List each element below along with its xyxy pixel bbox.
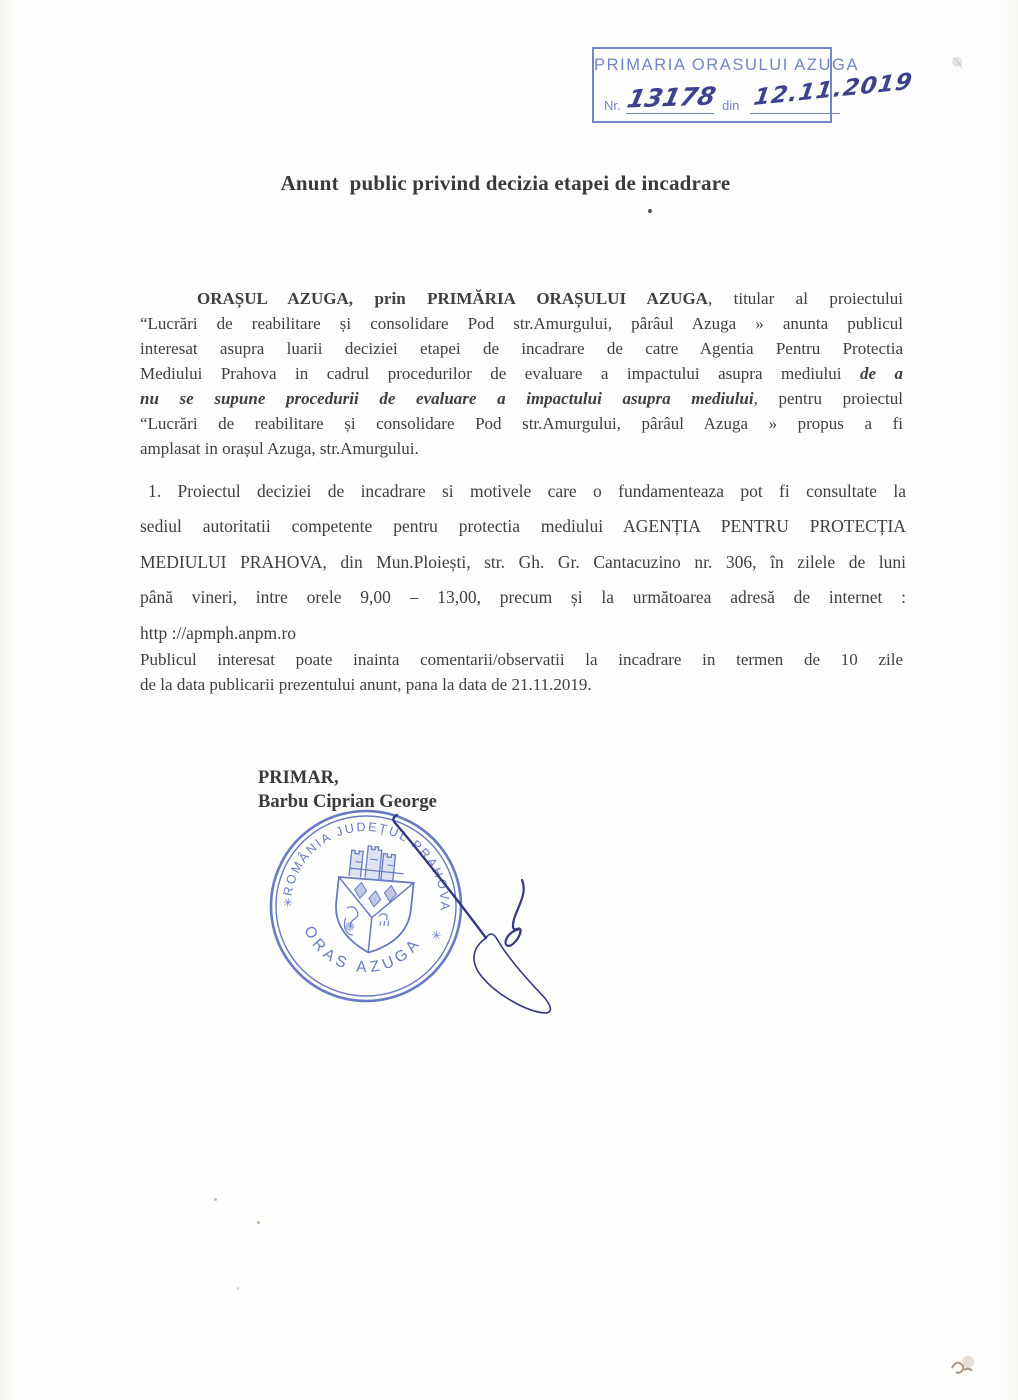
text-line: [140, 286, 903, 311]
text-run: Publicul interesat poate inainta comentarii/observatii la incadrare in termen de 10 zile: [140, 650, 903, 669]
scan-speck: [214, 1198, 217, 1201]
chamois-ornament: [343, 906, 358, 935]
paragraph-public-notice: [140, 648, 903, 697]
text-run: ORAȘUL AZUGA, prin PRIMĂRIA ORAȘULUI AZUGA: [197, 289, 708, 308]
text-line: [140, 386, 903, 411]
registration-number-row: [604, 68, 915, 115]
date-underline: [750, 113, 840, 114]
text-run: Mediului Prahova in cadrul procedurilor de evaluare a impactului asupra mediului: [140, 364, 860, 383]
text-line: [140, 474, 906, 509]
shield-icon: [331, 875, 413, 956]
text-run: amplasat in orașul Azuga, str.Amurgului.: [140, 439, 419, 458]
document-title: Anunt public privind decizia etapei de incadrare: [280, 171, 731, 195]
lozenge-ornaments: [353, 882, 397, 909]
text-line: [140, 545, 906, 580]
text-run: 1. Proiectul deciziei de incadrare si motivele care o fundamenteaza pot fi consultate la: [148, 481, 906, 501]
text-run: http ://apmph.anpm.ro: [140, 622, 297, 643]
registration-stamp-box: [592, 47, 915, 123]
faint-smudge: [952, 57, 962, 68]
script-ornament: [378, 913, 389, 926]
text-run: până vineri, intre orele 9,00 – 13,00, precum și la următoarea adresă de internet :: [140, 587, 906, 608]
text-run: de la data publicarii prezentului anunt, pana la data de 21.11.2019.: [140, 674, 592, 694]
text-line: [140, 580, 906, 615]
text-line: [140, 311, 903, 336]
text-run: sediul autoritatii competente pentru protectia mediului AGENȚIA PENTRU PROTECȚIA: [140, 516, 906, 537]
signer-name: Barbu Ciprian George: [258, 792, 437, 812]
nr-handwritten-value: 13178: [624, 81, 719, 114]
signature-flourish-stroke: [506, 880, 524, 946]
signer-role: PRIMAR,: [258, 768, 339, 788]
text-run: “Lucrări de reabilitare și consolidare Pod str.Amurgului, pârâul Azuga » propus a fi: [140, 414, 903, 433]
stamp-bottom-arc-text: ORAS AZUGA: [300, 923, 426, 977]
text-run: , titular al proiectului: [707, 289, 903, 308]
scan-speck: [237, 1287, 239, 1290]
text-run: de a: [859, 364, 903, 383]
signature-loop-stroke: [474, 934, 550, 1013]
text-line: [140, 616, 906, 651]
text-line: [140, 509, 906, 544]
nr-label: Nr.: [604, 98, 621, 113]
star-icon: ✳: [282, 895, 294, 911]
stamp-top-arc-text: ROMÂNIA JUDEȚUL PRAHOVA: [280, 819, 453, 913]
corner-smudge: [952, 1356, 974, 1373]
scan-speck: [257, 1221, 260, 1224]
text-line: [140, 673, 903, 698]
text-run: , pentru proiectul: [753, 389, 903, 408]
text-run: interesat asupra luarii deciziei etapei de incadrare de catre Agentia Pentru Protectia: [140, 339, 903, 358]
text-line: [140, 648, 903, 673]
star-icon: ✳: [430, 928, 443, 944]
din-label: din: [722, 98, 740, 113]
text-line: [140, 411, 903, 436]
text-line: [140, 336, 903, 361]
text-line: [140, 361, 903, 386]
stray-ink-dot: [648, 209, 652, 213]
round-official-stamp: [257, 797, 475, 1015]
nr-underline: [626, 113, 714, 114]
text-run: MEDIULUI PRAHOVA, din Mun.Ploiești, str. Gh. Gr. Cantacuzino nr. 306, în zilele de luni: [140, 551, 906, 572]
text-run: “Lucrări de reabilitare și consolidare Pod str.Amurgului, pârâul Azuga » anunta publicul: [140, 314, 903, 333]
text-run: nu se supune procedurii de evaluare a impactului asupra mediului: [140, 389, 754, 408]
registration-institution: PRIMARIA ORASULUI AZUGA: [594, 56, 860, 74]
mural-crown-icon: [349, 844, 406, 881]
paragraph-intro: [140, 286, 903, 461]
paragraph-item-1: [140, 474, 906, 651]
date-handwritten-value: 12.11.2019: [752, 68, 915, 111]
text-line: [140, 436, 903, 461]
